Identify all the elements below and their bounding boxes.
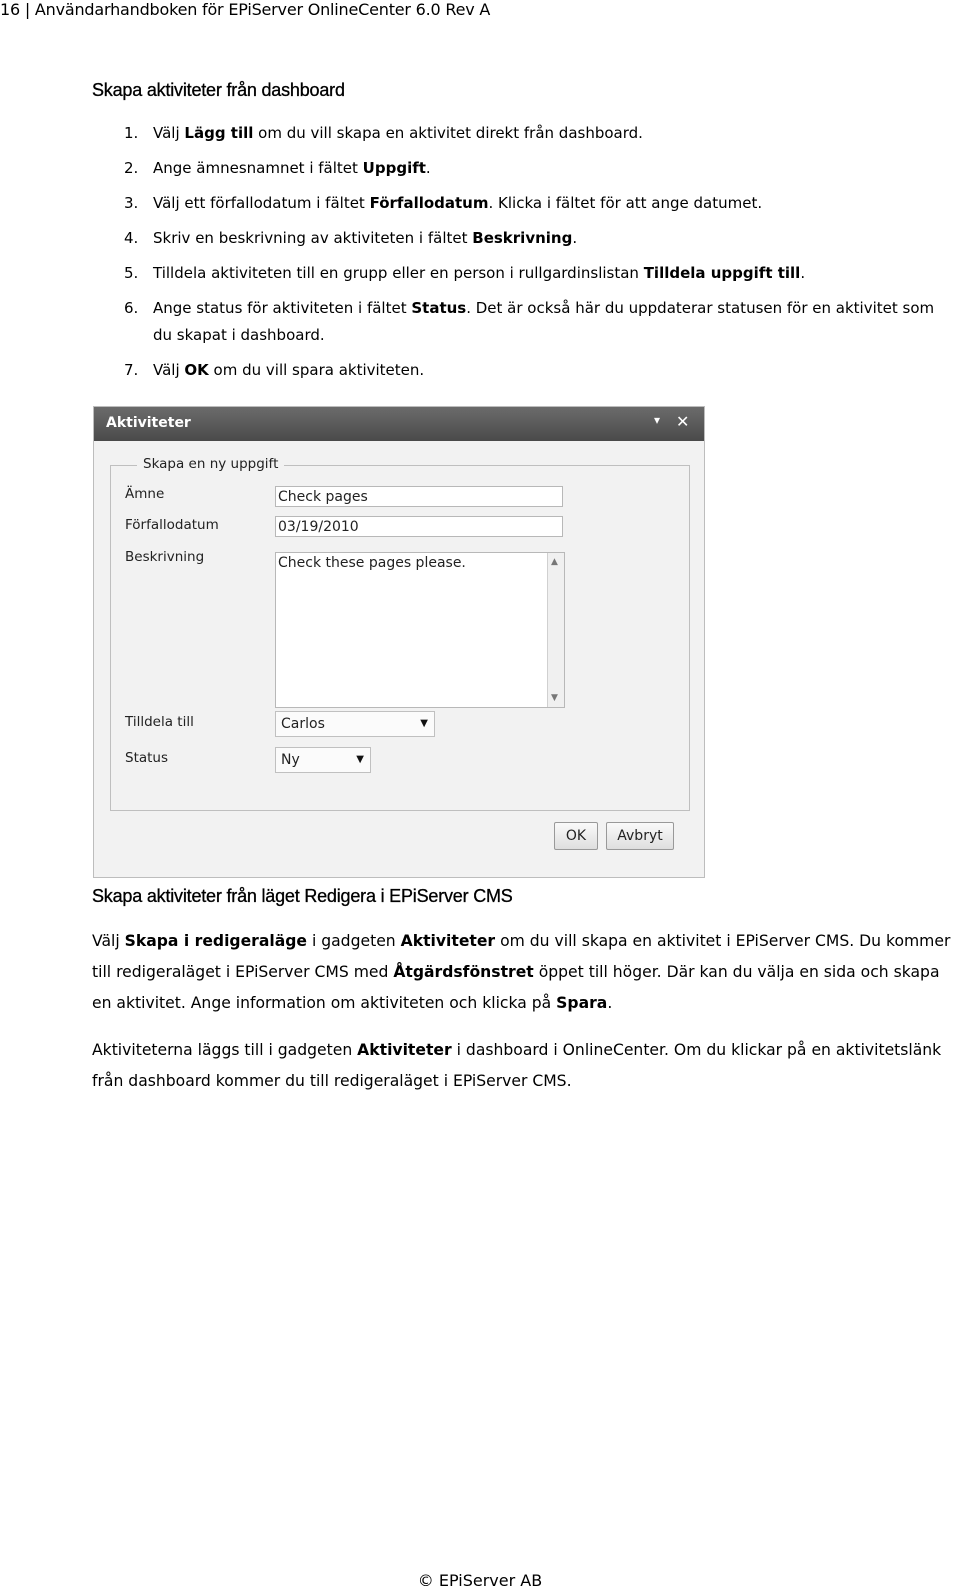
due-date-input[interactable]: 03/19/2010 — [275, 516, 563, 537]
chevron-down-icon: ▼ — [356, 754, 364, 765]
assign-to-select[interactable] — [275, 711, 435, 737]
cancel-button[interactable]: Avbryt — [606, 822, 674, 850]
list-item-number: 7. — [124, 361, 139, 379]
emphasis-text: Åtgärdsfönstret — [393, 963, 534, 981]
list-item-emphasis: OK — [184, 361, 209, 379]
list-item-text: Välj OK om du vill spara aktiviteten. — [153, 361, 425, 379]
page-footer: © EPiServer AB — [417, 1571, 543, 1590]
list-item-text: Välj ett förfallodatum i fältet Förfallodatum. Klicka i fältet för att ange datumet. — [153, 194, 763, 212]
description-value: Check these pages please. — [278, 555, 466, 571]
status-select[interactable] — [275, 747, 371, 773]
activities-dialog — [93, 406, 705, 878]
emphasis-text: Aktiviteter — [357, 1041, 452, 1059]
section-heading-edit-mode: Skapa aktiviteter från läget Redigera i EPiServer CMS — [92, 886, 513, 906]
emphasis-text: Aktiviteter — [400, 932, 496, 950]
new-task-fieldset — [110, 456, 690, 811]
close-icon[interactable]: ✕ — [676, 412, 690, 431]
status-value: Ny — [281, 752, 300, 768]
dropdown-menu-icon[interactable]: ▾ — [654, 413, 661, 427]
list-item-emphasis: Lägg till — [184, 124, 254, 142]
ok-button[interactable]: OK — [554, 822, 598, 850]
list-item-number: 4. — [124, 229, 139, 247]
paragraph-edit-mode: Välj Skapa i redigeraläge i gadgeten Aktiviteter om du vill skapa en aktivitet i EPiServer CMS. Du kommer till redigeraläget i EPiServer CMS med Åtgärdsfönstret öppet till höger. Där kan du välja en sida och skapa en aktivitet. Ange information om aktiviteten och klicka på Spara. — [92, 932, 951, 1012]
page-header: 16 | Användarhandboken för EPiServer OnlineCenter 6.0 Rev A — [0, 0, 491, 19]
status-label: Status — [125, 750, 169, 766]
paragraph-gadget: Aktiviteterna läggs till i gadgeten Aktiviteter i dashboard i OnlineCenter. Om du klickar på en aktivitetslänk från dashboard kommer du till redigeraläget i EPiServer CMS. — [92, 1041, 942, 1090]
dialog-titlebar — [94, 407, 704, 441]
chevron-down-icon: ▼ — [420, 718, 428, 729]
list-item-number: 1. — [124, 124, 139, 142]
list-item-emphasis: Tilldela uppgift till — [643, 264, 801, 282]
fieldset-legend: Skapa en ny uppgift — [137, 456, 284, 472]
subject-label: Ämne — [125, 486, 165, 502]
list-item-number: 3. — [124, 194, 139, 212]
list-item-emphasis: Förfallodatum — [369, 194, 489, 212]
list-item-emphasis: Beskrivning — [472, 229, 573, 247]
assign-to-value: Carlos — [281, 716, 325, 732]
list-item-text: Välj Lägg till om du vill skapa en aktivitet direkt från dashboard. — [153, 124, 643, 142]
emphasis-text: Spara — [556, 994, 608, 1012]
assign-to-label: Tilldela till — [125, 714, 194, 730]
list-item-text: Tilldela aktiviteten till en grupp eller en person i rullgardinslistan Tilldela uppgift till. — [153, 264, 806, 282]
list-item-text: Ange status för aktiviteten i fältet Status. Det är också här du uppdaterar statusen för en aktivitet som du skapat i dashboard. — [153, 299, 935, 344]
section-heading-dashboard: Skapa aktiviteter från dashboard — [92, 80, 345, 100]
description-textarea[interactable] — [275, 552, 565, 708]
due-date-label: Förfallodatum — [125, 517, 219, 533]
scroll-up-icon[interactable]: ▲ — [551, 557, 558, 567]
list-item-number: 6. — [124, 299, 139, 317]
emphasis-text: Skapa i redigeraläge — [124, 932, 307, 950]
list-item-emphasis: Status — [411, 299, 467, 317]
subject-input[interactable]: Check pages — [275, 486, 563, 507]
list-item-text: Ange ämnesnamnet i fältet Uppgift. — [153, 159, 431, 177]
list-item-number: 5. — [124, 264, 139, 282]
description-label: Beskrivning — [125, 549, 205, 565]
list-item-emphasis: Uppgift — [362, 159, 426, 177]
list-item-text: Skriv en beskrivning av aktiviteten i fältet Beskrivning. — [153, 229, 578, 247]
dialog-title: Aktiviteter — [106, 415, 191, 431]
list-item-number: 2. — [124, 159, 139, 177]
scroll-down-icon[interactable]: ▼ — [551, 693, 558, 703]
description-scrollbar[interactable] — [547, 553, 564, 707]
